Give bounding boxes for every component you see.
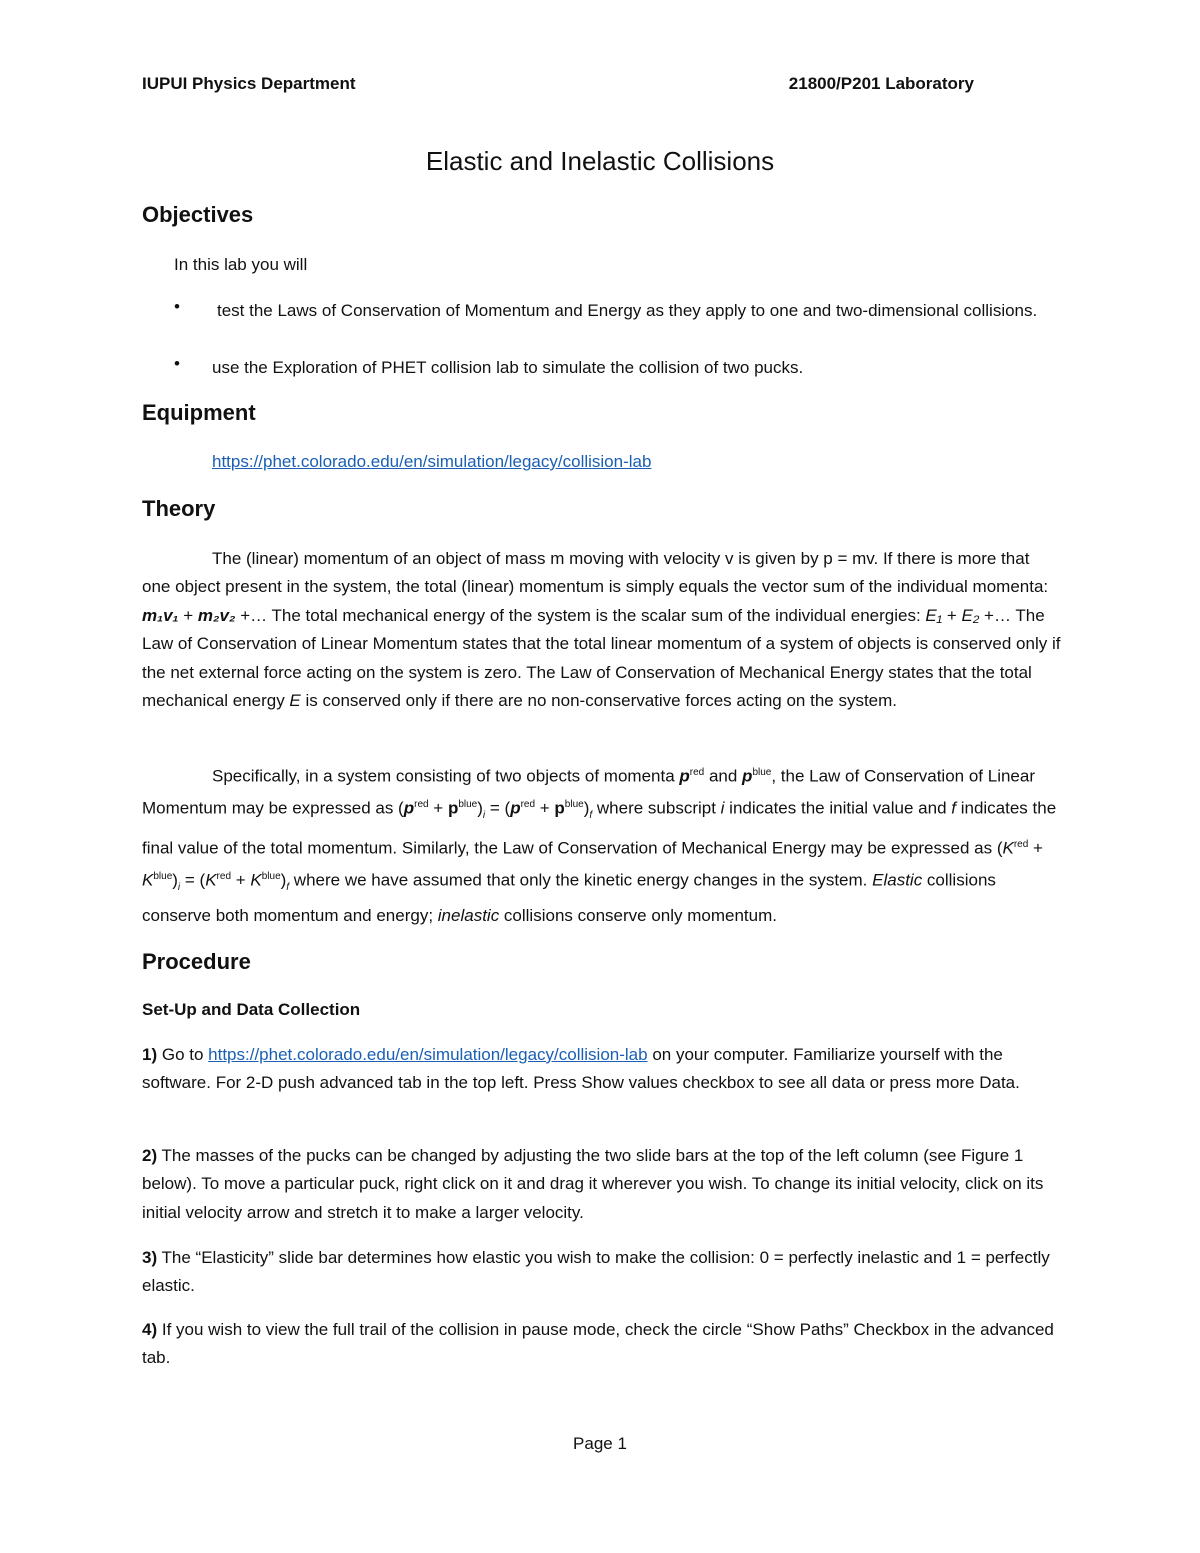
document-title: Elastic and Inelastic Collisions	[425, 146, 775, 176]
equipment-heading: Equipment	[142, 400, 256, 425]
theory-heading: Theory	[142, 496, 216, 521]
procedure-step-4: 4) If you wish to view the full trail of the collision in pause mode, check the circle “Show Paths” Checkbox in the advanced tab.	[142, 1320, 1054, 1368]
theory-paragraph-2: Specifically, in a system consisting of two objects of momenta $p^{red}$ and $p^{blue}$, the Law of Conservation of Linear Momentum may be expressed as $(p^{red} + p^{blue})_i = (p^{red} + p^{blue})_f$ where subscript i indicates the initial value and f indicates the final value of the total momentum. Similarly, the Law of Conservation of Mechanical Energy may be expressed as $(K^{red} + K^{blue})_i = (K^{red} + K^{blue})_f$ where we have assumed that only the kinetic energy changes in the system. Elastic collisions conserve both momentum and energy; inelastic collisions conserve only momentum.	[142, 766, 1057, 926]
objectives-intro: In this lab you will	[174, 255, 308, 274]
equipment-link[interactable]: https://phet.colorado.edu/en/simulation/legacy/collision-lab	[212, 452, 652, 471]
bullet-dot: •	[174, 297, 180, 316]
theory-paragraph-1: The (linear) momentum of an object of mass m moving with velocity v is given by p = mv. If there is more that one object present in the system, the total (linear) momentum is simply equals the vector sum of the individual momenta: m₁v₁ + m₂v₂ +… The total mechanical energy of the system is the scalar sum of the individual energies: E₁ + E₂ +… The Law of Conservation of Linear Momentum states that the total linear momentum of a system of objects is conserved only if the net external force acting on the system is zero. The Law of Conservation of Mechanical Energy states that the total mechanical energy E is conserved only if there are no non-conservative forces acting on the system.	[142, 549, 1061, 711]
header-department: IUPUI Physics Department	[142, 74, 356, 93]
header-course: 21800/P201 Laboratory	[788, 74, 974, 93]
objective-item: test the Laws of Conservation of Momentum and Energy as they apply to one and two-dimensional collisions.	[217, 301, 1038, 320]
bullet-dot: •	[174, 354, 180, 373]
procedure-step-3: 3) The “Elasticity” slide bar determines how elastic you wish to make the collision: 0 = perfectly inelastic and 1 = perfectly elastic.	[142, 1248, 1050, 1296]
procedure-step-2: 2) The masses of the pucks can be changed by adjusting the two slide bars at the top of the left column (see Figure 1 below). To move a particular puck, right click on it and drag it wherever you wish. To change its initial velocity, click on its initial velocity arrow and stretch it to make a larger velocity.	[142, 1146, 1044, 1222]
page-number: Page 1	[573, 1434, 627, 1453]
objectives-heading: Objectives	[142, 202, 254, 227]
procedure-step-1: 1) Go to https://phet.colorado.edu/en/simulation/legacy/collision-lab on your computer. Familiarize yourself with the software. For 2-D push advanced tab in the top left. Press Show values checkbox to see all data or press more Data.	[142, 1045, 1020, 1093]
procedure-link[interactable]: https://phet.colorado.edu/en/simulation/legacy/collision-lab	[208, 1045, 648, 1064]
objective-item: use the Exploration of PHET collision lab to simulate the collision of two pucks.	[212, 358, 804, 377]
setup-subheading: Set-Up and Data Collection	[142, 1000, 361, 1019]
procedure-heading: Procedure	[142, 949, 251, 974]
